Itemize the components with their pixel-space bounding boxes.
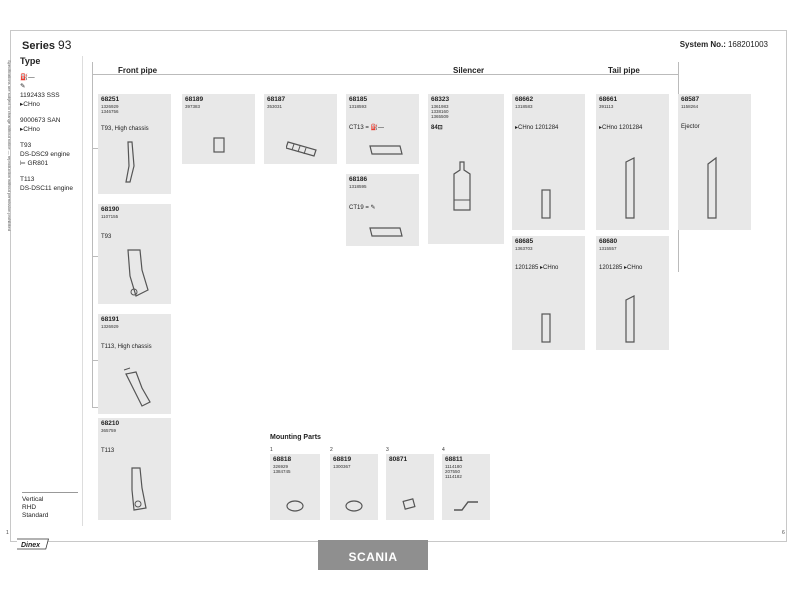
- tail-pipe-icon: [538, 312, 558, 346]
- system-number: [680, 40, 768, 49]
- part-desc: ▸CHno 1201284: [599, 125, 643, 131]
- type-line-c2: DS-DSC9 engine: [20, 151, 70, 158]
- type-sidebar: [20, 56, 83, 526]
- part-card-68210[interactable]: [98, 418, 171, 520]
- mounting-index: 4: [442, 447, 445, 453]
- front-pipe-label: Front pipe: [118, 66, 158, 75]
- flex-pipe-icon: [286, 136, 320, 158]
- front-pipe-icon: [118, 138, 148, 188]
- part-card-68186[interactable]: [346, 174, 419, 246]
- part-card-68587[interactable]: [678, 94, 751, 230]
- part-refs: 365759: [101, 428, 117, 433]
- part-desc: T113, High chassis: [101, 344, 152, 350]
- bent-pipe-icon: [122, 464, 154, 516]
- part-desc: CT13 = ⛽—: [349, 125, 384, 131]
- part-desc: 1201285 ▸CHno: [515, 265, 559, 271]
- series-header: [22, 38, 71, 52]
- part-number: 68190: [101, 206, 120, 213]
- front-pipe-tree: [92, 62, 93, 407]
- part-card-68251[interactable]: [98, 94, 171, 194]
- type-line-a: 1192433 SSS: [20, 92, 60, 99]
- tail-pipe-icon: [622, 156, 642, 222]
- part-card-68185[interactable]: [346, 94, 419, 164]
- part-number: 68811: [445, 456, 463, 463]
- clamp-icon: [284, 498, 306, 514]
- mounting-parts-title: Mounting Parts: [270, 434, 321, 441]
- part-number: 68189: [185, 96, 204, 103]
- type-title: Type: [20, 56, 41, 66]
- config-drive: RHD: [22, 504, 37, 511]
- mounting-card-68818[interactable]: [270, 454, 320, 520]
- silencer-label: Silencer: [453, 66, 485, 75]
- bent-pipe-icon: [120, 246, 152, 302]
- mounting-card-68819[interactable]: [330, 454, 378, 520]
- type-line-b: 9000673 SAN: [20, 117, 61, 124]
- page-number-left: 1: [6, 530, 9, 536]
- part-refs: 1114180 207550 1114182: [445, 464, 462, 479]
- part-refs: 326929 1384745: [273, 464, 291, 474]
- section-bar: [92, 74, 678, 75]
- part-desc: T93: [101, 234, 112, 240]
- series-value: 93: [58, 38, 72, 52]
- bracket-icon: [452, 498, 480, 514]
- mounting-index: 2: [330, 447, 333, 453]
- system-value: 168201003: [727, 40, 768, 49]
- part-card-68662[interactable]: [512, 94, 585, 230]
- mounting-card-80871[interactable]: [386, 454, 434, 520]
- tail-pipe-icon: [622, 294, 642, 346]
- part-card-68323[interactable]: [428, 94, 504, 244]
- vertical-disclaimer: [6, 60, 12, 500]
- part-card-68191[interactable]: [98, 314, 171, 414]
- part-desc: T113: [101, 448, 115, 454]
- silencer-icon: [450, 160, 480, 224]
- part-number: 68685: [515, 238, 534, 245]
- scania-brand-band: [318, 540, 428, 570]
- part-card-68661[interactable]: [596, 94, 669, 230]
- vertical-note: Specifications are subject to change without notice — reproduction without permission prohibited: [7, 60, 12, 231]
- part-number: 68587: [681, 96, 700, 103]
- type-line-c1: T93: [20, 142, 32, 149]
- part-refs: 1326929: [101, 324, 119, 329]
- part-desc: CT19 = ✎: [349, 205, 376, 211]
- part-number: 68251: [101, 96, 120, 103]
- logo-text: Dinex: [21, 542, 41, 549]
- part-refs: 1318593: [349, 104, 367, 109]
- part-refs: 1158264: [681, 104, 699, 109]
- type-line-d1: T113: [20, 176, 35, 183]
- type-line-d2: DS-DSC11 engine: [20, 185, 73, 192]
- part-number: 68818: [273, 456, 292, 463]
- part-number: 68661: [599, 96, 618, 103]
- part-refs: 353031: [267, 104, 283, 109]
- gasket-icon: [400, 496, 420, 514]
- system-label: System No.:: [679, 40, 726, 49]
- part-number: 68187: [267, 96, 286, 103]
- type-line-c3: ⊨ GR801: [20, 160, 49, 167]
- part-refs: 1300367: [333, 464, 351, 469]
- part-refs: 1318583: [515, 104, 533, 109]
- dinex-logo: [17, 537, 49, 551]
- connecting-pipe-icon: [366, 140, 406, 160]
- part-refs: 1315557: [599, 246, 617, 251]
- type-line-a2: ▸CHno: [20, 101, 40, 108]
- sym-line-1: ⛽—: [20, 74, 35, 81]
- bent-pipe-icon: [120, 362, 160, 410]
- part-number: 68680: [599, 238, 618, 245]
- part-refs: 1363703: [515, 246, 533, 251]
- part-refs: 1318595: [349, 184, 367, 189]
- tail-pipe-icon: [538, 188, 558, 222]
- clamp-icon: [210, 134, 230, 158]
- part-card-68189[interactable]: [182, 94, 255, 164]
- part-number: 80871: [389, 456, 408, 463]
- part-refs: 1361983 1338160 1365509: [431, 104, 449, 119]
- series-label: Series: [22, 40, 56, 52]
- part-number: 68185: [349, 96, 368, 103]
- part-card-68685[interactable]: [512, 236, 585, 350]
- page-number-right: 6: [782, 530, 785, 536]
- type-line-b2: ▸CHno: [20, 126, 40, 133]
- part-card-68187[interactable]: [264, 94, 337, 164]
- ejector-pipe-icon: [704, 156, 724, 222]
- clamp-icon: [343, 498, 365, 514]
- part-desc: T93, High chassis: [101, 126, 149, 132]
- part-number: 68191: [101, 316, 120, 323]
- part-desc: 84⊡: [431, 125, 443, 131]
- part-card-68680[interactable]: [596, 236, 669, 350]
- mounting-index: 1: [270, 447, 273, 453]
- mounting-card-68811[interactable]: [442, 454, 490, 520]
- part-refs: 1107155: [101, 214, 119, 219]
- part-desc: Ejector: [681, 124, 700, 130]
- tail-pipe-label: Tail pipe: [608, 66, 640, 75]
- part-refs: 397383: [185, 104, 201, 109]
- part-card-68190[interactable]: [98, 204, 171, 304]
- brand-text: SCANIA: [348, 550, 398, 564]
- configuration-box: [22, 492, 78, 520]
- config-variant: Standard: [22, 512, 49, 519]
- part-refs: 1326929 1346756: [101, 104, 119, 114]
- part-desc: ▸CHno 1201284: [515, 125, 559, 131]
- mounting-index: 3: [386, 447, 389, 453]
- config-orientation: Vertical: [22, 496, 44, 503]
- part-desc: 1201285 ▸CHno: [599, 265, 643, 271]
- part-number: 68210: [101, 420, 120, 427]
- connecting-pipe-icon: [366, 222, 406, 242]
- part-refs: 391113: [599, 104, 614, 109]
- part-number: 68323: [431, 96, 450, 103]
- part-number: 68662: [515, 96, 534, 103]
- part-number: 68819: [333, 456, 352, 463]
- part-number: 68186: [349, 176, 368, 183]
- sym-line-2: ✎: [20, 83, 26, 90]
